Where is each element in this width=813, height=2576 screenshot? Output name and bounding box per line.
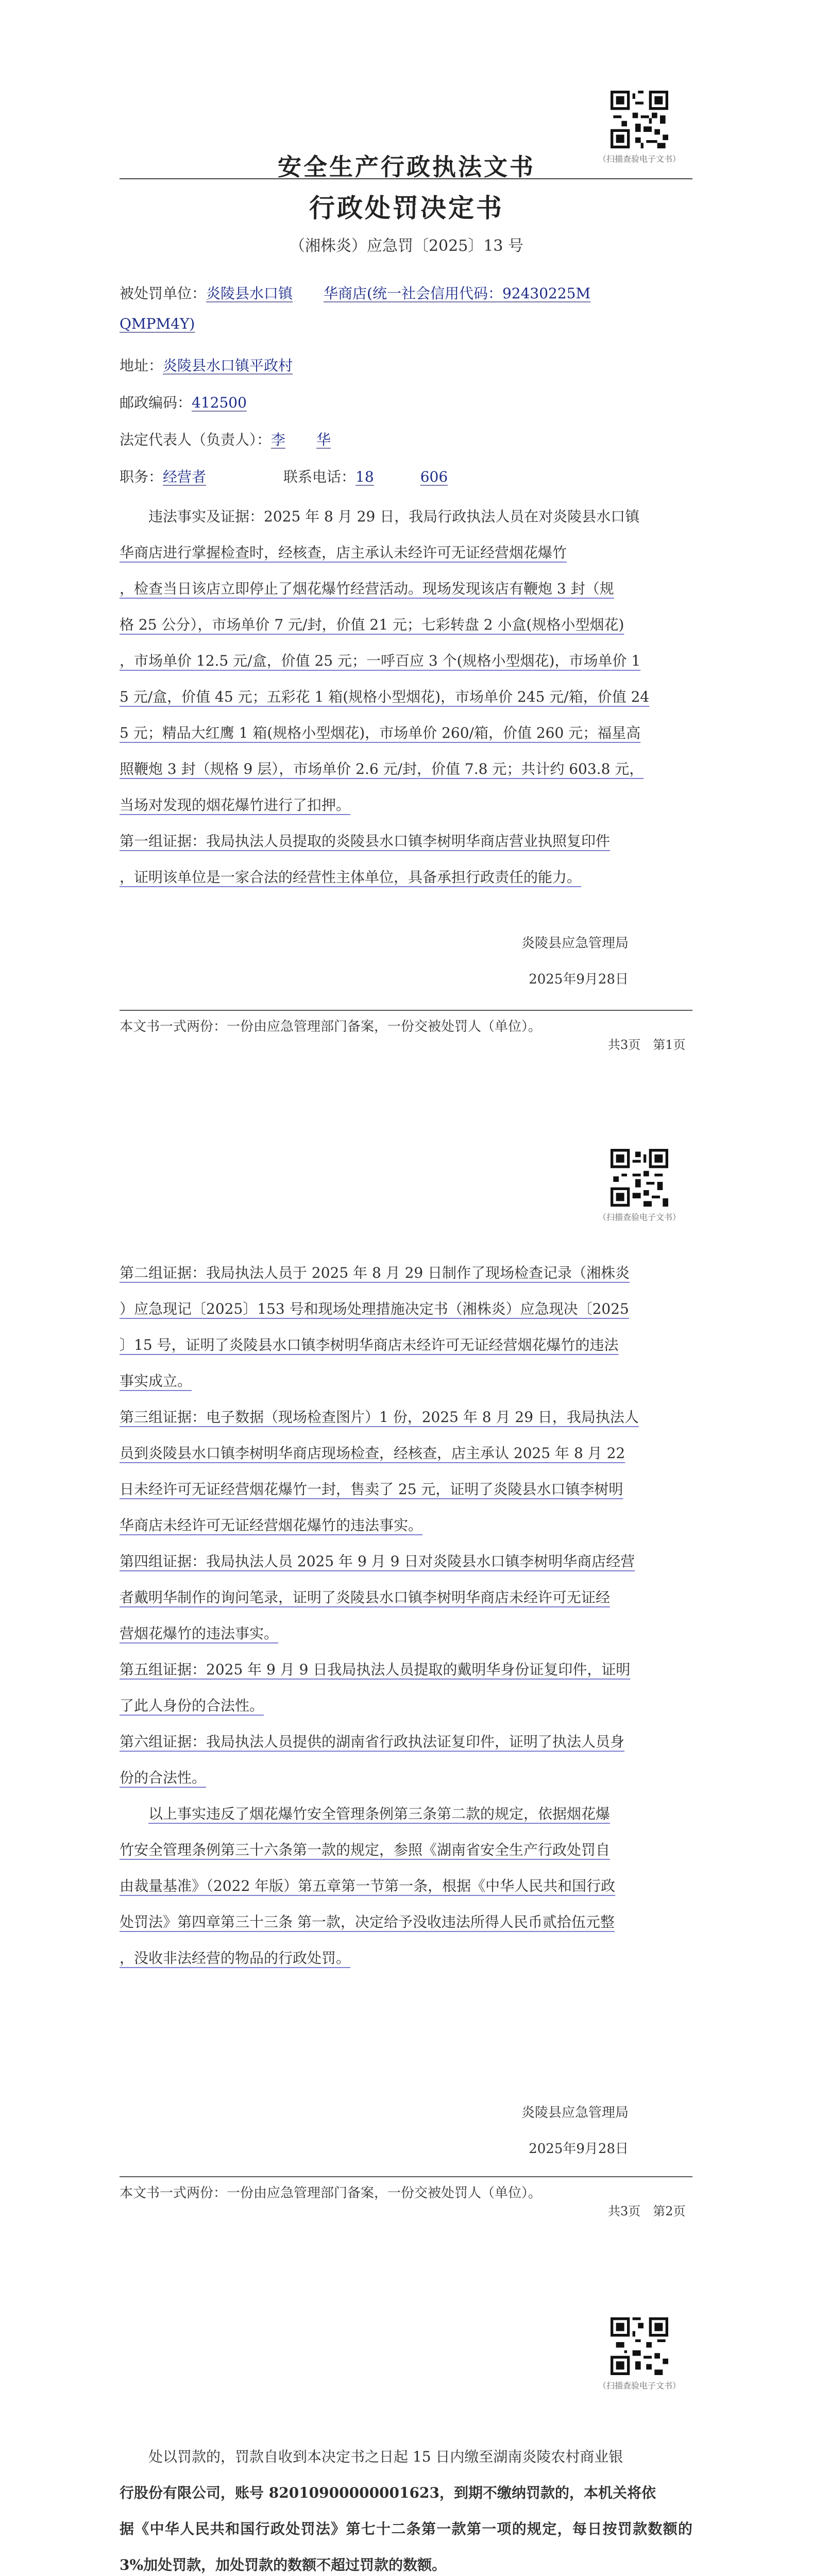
facts-line: 华商店进行掌握检查时，经核查，店主承认未经许可无证经营烟花爆竹: [120, 544, 567, 561]
facts-line: 格 25 公分），市场单价 7 元/封，价值 21 元；七彩转盘 2 小盒(规格小型烟花): [120, 616, 624, 633]
qr-code-icon: [611, 2317, 668, 2375]
signature-date: 2025年9月28日: [529, 2141, 629, 2157]
party-rep-line: [120, 429, 331, 449]
unit-code-tail: QMPM4Y): [120, 315, 195, 332]
evidence-line: 第二组证据：我局执法人员于 2025 年 8 月 29 日制作了现场检查记录（湘株炎: [120, 1264, 630, 1281]
decision-line: 竹安全管理条例第三十六条第一款的规定，参照《湖南省安全生产行政处罚自: [120, 1841, 611, 1858]
payment-line: 据《中华人民共和国行政处罚法》第七十二条第一款第一项的规定，每日按罚款数额的 3%加处罚款，加处罚款的数额不超过罚款的数额。: [120, 2520, 692, 2573]
evidence-line: 了此人身份的合法性。: [120, 1697, 264, 1714]
document-title: 安全生产行政执法文书: [278, 153, 535, 181]
phone-part-a: 18: [355, 468, 374, 485]
document-page-2: [0, 1149, 813, 2221]
party-position-line: [120, 466, 448, 486]
qr-caption: （扫描查验电子文书）: [598, 154, 681, 164]
qr-caption: （扫描查验电子文书）: [598, 1212, 681, 1222]
party-unit-line: [120, 282, 590, 303]
evidence-line: ）应急现记〔2025〕153 号和现场处理措施决定书（湘株炎）应急现决〔2025: [120, 1300, 629, 1317]
party-postcode-line: [120, 392, 247, 412]
evidence-line: 事实成立。: [120, 1372, 192, 1389]
evidence-line: 员到炎陵县水口镇李树明华商店现场检查，经核查，店主承认 2025 年 8 月 22: [120, 1445, 625, 1462]
evidence-line: 〕15 号，证明了炎陵县水口镇李树明华商店未经许可无证经营烟花爆竹的违法: [120, 1336, 619, 1353]
facts-line: ，市场单价 12.5 元/盒，价值 25 元；一呼百应 3 个(规格小型烟花)，市场单价 1: [120, 652, 641, 669]
decision-line: ，没收非法经营的物品的行政处罚。: [120, 1950, 351, 1967]
signature-date: 2025年9月28日: [529, 972, 629, 987]
postcode-label: 邮政编码：: [120, 394, 192, 411]
facts-line: 当场对发现的烟花爆竹进行了扣押。: [120, 796, 351, 814]
signature-org: 炎陵县应急管理局: [521, 936, 629, 951]
decision-line: 由裁量基准》（2022 年版）第五章第一节第一条，根据《中华人民共和国行政: [120, 1877, 616, 1894]
position-label: 职务：: [120, 468, 163, 485]
unit-label: 被处罚单位：: [120, 285, 207, 302]
document-page-1: [0, 0, 813, 1053]
payment-line: 行股份有限公司，账号 82010900000001623，到期不缴纳罚款的，本机关将依: [120, 2484, 656, 2501]
phone-part-b: 606: [420, 468, 448, 485]
facts-line: 第一组证据：我局执法人员提取的炎陵县水口镇李树明华商店营业执照复印件: [120, 833, 611, 850]
evidence-line: 第四组证据：我局执法人员 2025 年 9 月 9 日对炎陵县水口镇李树明华商店经营: [120, 1553, 635, 1570]
party-address-line: [120, 354, 293, 375]
evidence-line: 华商店未经许可无证经营烟花爆竹的违法事实。: [120, 1517, 423, 1534]
unit-name-part-a: 炎陵县水口镇: [206, 285, 293, 302]
evidence-line: 日未经许可无证经营烟花爆竹一封，售卖了 25 元，证明了炎陵县水口镇李树明: [120, 1481, 623, 1498]
footer-note: 本文书一式两份：一份由应急管理部门备案，一份交被处罚人（单位）。: [120, 1019, 542, 1035]
rep-name-a: 李: [271, 431, 286, 448]
unit-name-part-b: 华商店(统一社会信用代码：92430225M: [324, 285, 591, 302]
address-label: 地址：: [120, 357, 163, 374]
evidence-line: 第三组证据：电子数据（现场检查图片）1 份，2025 年 8 月 29 日，我局执法人: [120, 1409, 639, 1426]
footer-note: 本文书一式两份：一份由应急管理部门备案，一份交被处罚人（单位）。: [120, 2185, 542, 2201]
qr-caption: （扫描查验电子文书）: [598, 2381, 681, 2391]
facts-line: 5 元；精品大红鹰 1 箱(规格小型烟花)，市场单价 260/箱，价值 260 元；福星高: [120, 724, 641, 741]
footer-divider: [120, 1010, 692, 1011]
evidence-line: 第六组证据：我局执法人员提供的湖南省行政执法证复印件，证明了执法人员身: [120, 1733, 625, 1750]
facts-line: 违法事实及证据：2025 年 8 月 29 日，我局行政执法人员在对炎陵县水口镇: [148, 508, 640, 525]
rep-name-b: 华: [316, 431, 331, 448]
facts-line: 5 元/盒，价值 45 元；五彩花 1 箱(规格小型烟花)，市场单价 245 元/箱，价值 24: [120, 688, 650, 705]
facts-section: [120, 499, 692, 895]
qr-code-icon: [611, 1149, 668, 1207]
evidence-line: 份的合法性。: [120, 1769, 207, 1786]
document-number: （湘株炎）应急罚〔2025〕13 号: [289, 237, 524, 255]
facts-line: ，证明该单位是一家合法的经营性主体单位，具备承担行政责任的能力。: [120, 869, 582, 886]
facts-line: 照鞭炮 3 封（规格 9 层），市场单价 2.6 元/封，价值 7.8 元；共计约 603.8 元，: [120, 760, 644, 777]
party-unit-code-tail: [120, 315, 195, 332]
page-number: 共3页 第1页: [608, 1038, 686, 1052]
title-divider: [120, 178, 692, 179]
signature-org: 炎陵县应急管理局: [521, 2105, 629, 2121]
payment-line: 处以罚款的，罚款自收到本决定书之日起 15 日内缴至湖南炎陵农村商业银: [148, 2448, 623, 2465]
footer-divider: [120, 2176, 692, 2177]
evidence-section: [120, 1255, 692, 1976]
document-page-3: [0, 2317, 813, 2576]
facts-line: ，检查当日该店立即停止了烟花爆竹经营活动。现场发现该店有鞭炮 3 封（规: [120, 580, 614, 597]
payment-section: [120, 2439, 692, 2576]
evidence-line: 营烟花爆竹的违法事实。: [120, 1625, 279, 1642]
page-number: 共3页 第2页: [608, 2204, 686, 2218]
phone-label: 联系电话：: [283, 468, 356, 485]
decision-line: 处罚法》第四章第三十三条 第一款，决定给予没收违法所得人民币贰拾伍元整: [120, 1913, 615, 1930]
postcode-value: 412500: [192, 394, 247, 411]
address-value: 炎陵县水口镇平政村: [163, 357, 293, 374]
rep-label: 法定代表人（负责人）：: [120, 431, 272, 448]
decision-line: 以上事实违反了烟花爆竹安全管理条例第三条第二款的规定，依据烟花爆: [148, 1805, 611, 1822]
evidence-line: 者戴明华制作的询问笔录，证明了炎陵县水口镇李树明华商店未经许可无证经: [120, 1589, 611, 1606]
evidence-line: 第五组证据：2025 年 9 月 9 日我局执法人员提取的戴明华身份证复印件，证明: [120, 1661, 631, 1678]
position-value: 经营者: [163, 468, 207, 485]
document-subtitle: 行政处罚决定书: [309, 193, 504, 223]
qr-code-icon: [611, 91, 668, 148]
